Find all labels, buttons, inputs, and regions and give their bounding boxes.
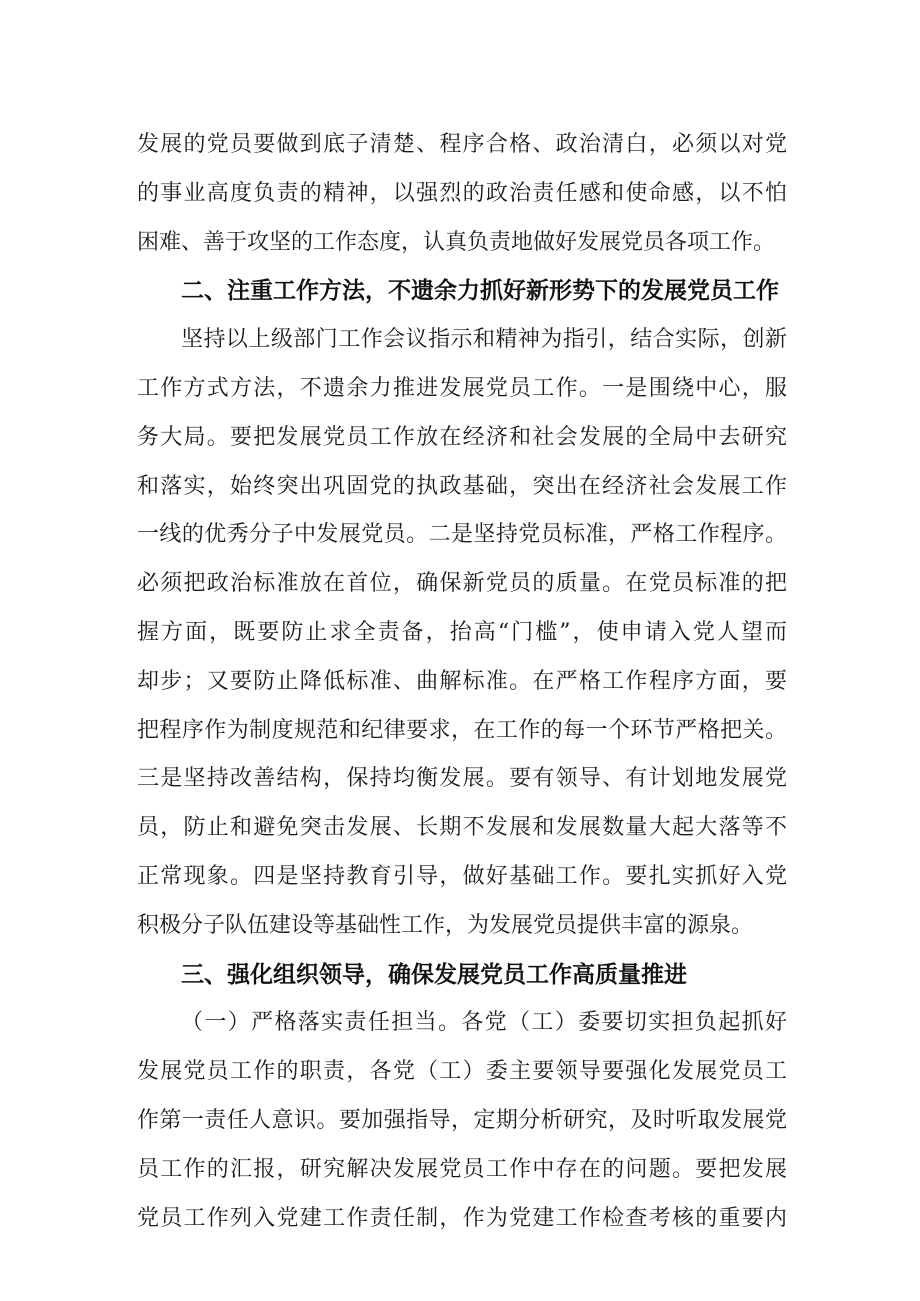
text-line: 党员工作列入党建工作责任制，作为党建工作检查考核的重要内	[137, 1205, 787, 1231]
text-line: 作第一责任人意识。要加强指导，定期分析研究，及时听取发展党	[137, 1107, 787, 1133]
text-line: 的事业高度负责的精神，以强烈的政治责任感和使命感，以不怕	[137, 180, 787, 206]
text-line: 积极分子队伍建设等基础性工作，为发展党员提供丰富的源泉。	[137, 912, 754, 938]
paragraph-3	[137, 999, 787, 1243]
text-line: 员工作的汇报，研究解决发展党员工作中存在的问题。要把发展	[137, 1156, 787, 1182]
text-line: 发展党员工作的职责，各党（工）委主要领导要强化发展党员工	[137, 1059, 787, 1085]
text-line: 和落实，始终突出巩固党的执政基础，突出在经济社会发展工作	[137, 473, 787, 499]
text-line: 必须把政治标准放在首位，确保新党员的质量。在党员标准的把	[137, 571, 787, 597]
text-line: 一线的优秀分子中发展党员。二是坚持党员标准，严格工作程序。	[137, 522, 787, 548]
paragraph-1	[137, 121, 787, 267]
document-body	[137, 121, 787, 1243]
text-line: 工作方式方法，不遗余力推进发展党员工作。一是围绕中心，服	[137, 375, 787, 401]
section-heading-2: 二、注重工作方法，不遗余力抓好新形势下的发展党员工作	[181, 278, 779, 305]
text-line: 发展的党员要做到底子清楚、程序合格、政治清白，必须以对党	[137, 132, 787, 157]
text-line: 握方面，既要防止求全责备，抬高“门槛”，使申请入党人望而	[137, 619, 787, 645]
paragraph-2	[137, 316, 787, 950]
section-heading-3: 三、强化组织领导，确保发展党员工作高质量推进	[181, 961, 687, 988]
text-line: （一）严格落实责任担当。各党（工）委要切实担负起抓好	[181, 1010, 787, 1036]
text-line: 却步；又要防止降低标准、曲解标准。在严格工作程序方面，要	[137, 668, 787, 694]
text-line: 正常现象。四是坚持教育引导，做好基础工作。要扎实抓好入党	[137, 863, 787, 889]
text-line: 困难、善于攻坚的工作态度，认真负责地做好发展党员各项工作。	[137, 229, 776, 255]
text-line: 把程序作为制度规范和纪律要求，在工作的每一个环节严格把关。	[137, 717, 787, 743]
text-line: 务大局。要把发展党员工作放在经济和社会发展的全局中去研究	[137, 424, 787, 450]
text-line: 坚持以上级部门工作会议指示和精神为指引，结合实际，创新	[181, 327, 787, 353]
text-line: 员，防止和避免突击发展、长期不发展和发展数量大起大落等不	[137, 815, 787, 841]
text-line: 三是坚持改善结构，保持均衡发展。要有领导、有计划地发展党	[137, 766, 787, 792]
